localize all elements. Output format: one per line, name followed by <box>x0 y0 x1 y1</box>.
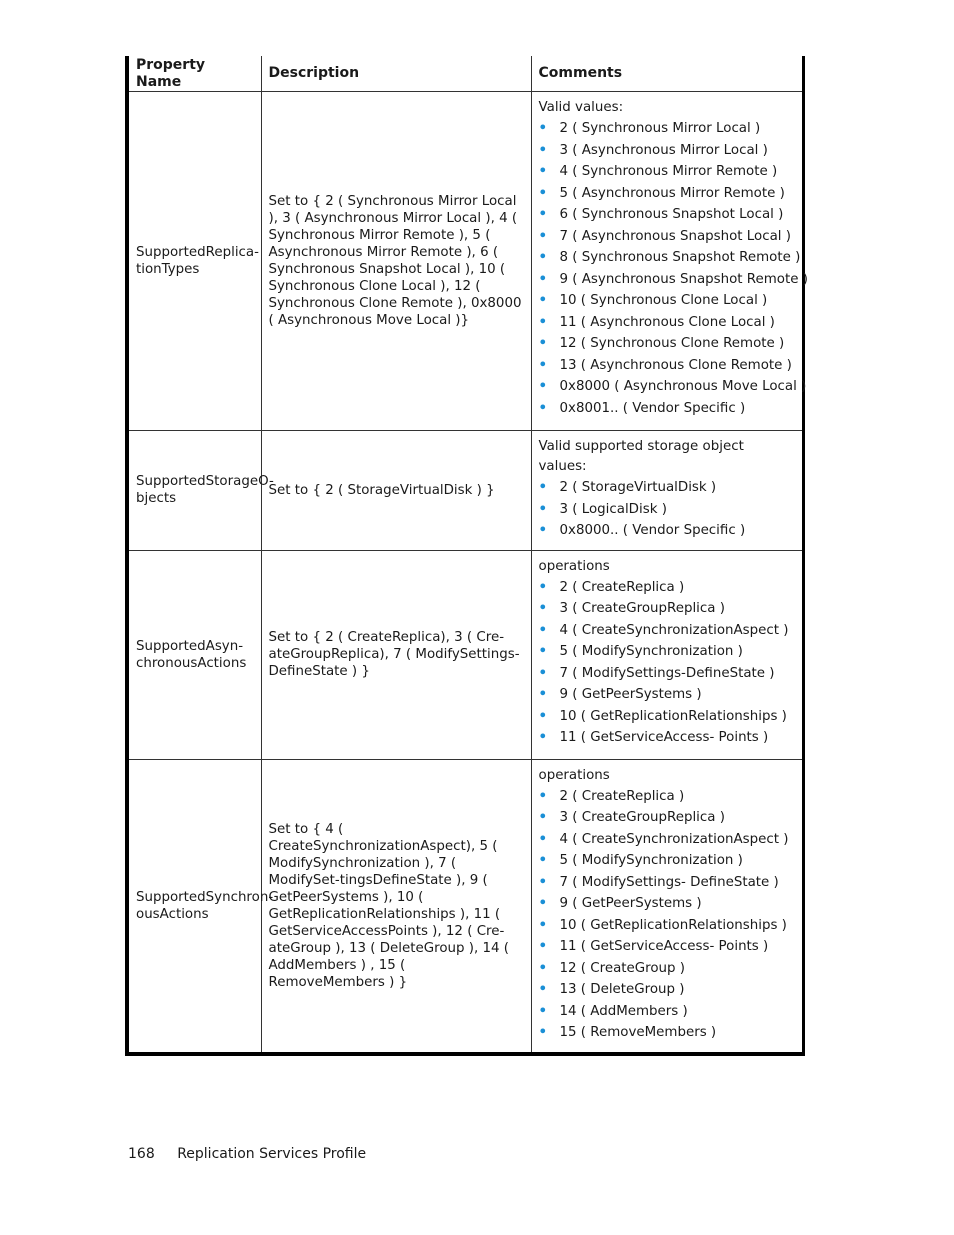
list-item-text: 13 ( DeleteGroup ) <box>559 982 685 997</box>
list-item <box>539 872 795 894</box>
list-item <box>539 958 795 980</box>
list-item-text: 0x8000 ( Asynchronous Move Local ) <box>559 379 807 394</box>
list-item-text: 2 ( CreateReplica ) <box>559 788 685 804</box>
list-item <box>539 226 795 248</box>
table-row <box>127 431 803 551</box>
bullet-icon: • <box>538 831 548 847</box>
list-item <box>539 398 795 420</box>
bullet-icon: • <box>538 379 548 394</box>
list-item <box>539 183 795 205</box>
bullet-icon: • <box>538 730 548 745</box>
list-item <box>539 663 795 685</box>
property-name-cell <box>127 92 261 431</box>
bullet-icon: • <box>538 228 548 244</box>
property-name: SupportedSynchron- ousActions <box>136 889 274 922</box>
bullet-icon: • <box>538 185 548 201</box>
property-name-cell <box>127 550 261 759</box>
bullet-icon: • <box>538 917 548 933</box>
list-item-text: 12 ( CreateGroup ) <box>559 960 686 976</box>
list-item <box>539 140 795 162</box>
header-description: Description <box>261 56 531 92</box>
value-list <box>538 118 808 419</box>
description-cell: Set to { 2 ( Synchronous Mirror Local ), 3 ( Asynchronous Mirror Local ), 4 ( Synchronous Mirror Remote ), 5 ( Asynchronous Mirror Remote ), 6 ( Synchronous Snapshot Local ), 10 ( Synchronous Clone Local ), 12 ( Synchronous Clone Remote ), 0x8000 ( Asynchronous Move Local )} <box>261 92 531 431</box>
bullet-icon: • <box>538 896 548 911</box>
list-item-text: 9 ( GetPeerSystems ) <box>559 896 702 911</box>
list-item <box>539 915 795 937</box>
bullet-icon: • <box>538 271 548 287</box>
list-item-text: 10 ( GetReplicationRelationships ) <box>559 917 787 933</box>
property-table <box>125 56 808 1056</box>
table-header-row <box>127 56 803 92</box>
list-item-text: 3 ( LogicalDisk ) <box>559 501 667 517</box>
list-item <box>539 598 795 620</box>
list-item <box>538 269 808 291</box>
bullet-icon: • <box>538 400 548 416</box>
list-item-text: 6 ( Synchronous Snapshot Local ) <box>559 207 784 222</box>
bullet-icon: • <box>538 121 548 136</box>
list-item <box>539 333 795 355</box>
list-item-text: 9 ( GetPeerSystems ) <box>559 687 702 702</box>
value-list <box>539 786 795 1044</box>
list-item-text: 4 ( Synchronous Mirror Remote ) <box>559 164 778 179</box>
description-cell: Set to { 2 ( CreateReplica), 3 ( Cre-ateGroupReplica), 7 ( ModifySettings-DefineState ) } <box>261 550 531 759</box>
bullet-icon: • <box>538 480 548 495</box>
table-row <box>127 759 803 1054</box>
list-item-text: 4 ( CreateSynchronizationAspect ) <box>559 831 789 847</box>
bullet-icon: • <box>538 810 548 825</box>
list-item-text: 0x8000.. ( Vendor Specific ) <box>559 523 746 538</box>
property-name: SupportedReplica- tionTypes <box>136 245 259 277</box>
comments-cell <box>531 92 808 431</box>
list-item <box>539 499 795 521</box>
bullet-icon: • <box>538 982 548 997</box>
list-item <box>539 641 795 663</box>
list-item <box>539 684 795 706</box>
bullet-icon: • <box>538 579 548 595</box>
table-row <box>127 92 803 431</box>
list-item-text: 2 ( StorageVirtualDisk ) <box>559 480 717 495</box>
bullet-icon: • <box>538 501 548 517</box>
bullet-icon: • <box>538 939 548 954</box>
list-item <box>539 786 795 808</box>
list-item <box>539 118 795 140</box>
list-item-text: 5 ( ModifySynchronization ) <box>559 644 743 659</box>
comments-intro: Valid supported storage object values: <box>538 439 744 474</box>
list-item <box>539 706 795 728</box>
list-item <box>539 477 795 499</box>
list-item <box>539 312 795 334</box>
list-item <box>539 1001 795 1023</box>
list-item <box>539 620 795 642</box>
bullet-icon: • <box>538 601 548 616</box>
list-item-text: 8 ( Synchronous Snapshot Remote ) <box>559 250 801 265</box>
list-item <box>539 979 795 1001</box>
bullet-icon: • <box>538 687 548 702</box>
list-item <box>539 1022 795 1044</box>
table-row <box>127 550 803 759</box>
bullet-icon: • <box>538 164 548 179</box>
list-item <box>539 936 795 958</box>
value-list <box>539 577 795 749</box>
bullet-icon: • <box>538 336 548 351</box>
list-item <box>539 204 795 226</box>
list-item <box>539 355 795 377</box>
list-item-text: 11 ( GetServiceAccess- Points ) <box>559 730 769 745</box>
description-cell: Set to { 4 ( CreateSynchronizationAspect), 5 ( ModifySynchronization ), 7 ( ModifySet-tingsDefineState ), 9 ( GetPeerSystems ), 10 ( GetReplicationRelationships ), 11 ( GetServiceAccessPoints ), 12 ( Cre-ateGroup ), 13 ( DeleteGroup ), 14 ( AddMembers ) , 15 ( RemoveMembers ) } <box>261 759 531 1054</box>
bullet-icon: • <box>538 293 548 308</box>
bullet-icon: • <box>538 1003 548 1019</box>
list-item <box>539 577 795 599</box>
comments-cell <box>531 759 803 1054</box>
bullet-icon: • <box>538 960 548 976</box>
list-item <box>539 290 795 312</box>
page-number: 168 <box>128 1146 155 1162</box>
list-item-text: 7 ( Asynchronous Snapshot Local ) <box>559 228 791 244</box>
bullet-icon: • <box>538 1025 548 1040</box>
bullet-icon: • <box>538 644 548 659</box>
list-item-text: 11 ( GetServiceAccess- Points ) <box>559 939 769 954</box>
list-item <box>539 850 795 872</box>
bullet-icon: • <box>538 874 548 890</box>
list-item <box>539 807 795 829</box>
list-item-text: 2 ( CreateReplica ) <box>559 579 685 595</box>
list-item-text: 5 ( ModifySynchronization ) <box>559 853 743 868</box>
property-name: SupportedStorageO- bjects <box>136 474 274 507</box>
bullet-icon: • <box>538 250 548 265</box>
list-item-text: 5 ( Asynchronous Mirror Remote ) <box>559 185 785 201</box>
list-item-text: 0x8001.. ( Vendor Specific ) <box>559 400 746 416</box>
list-item-text: 3 ( CreateGroupReplica ) <box>559 601 725 616</box>
list-item-text: 3 ( CreateGroupReplica ) <box>559 810 725 825</box>
bullet-icon: • <box>538 207 548 222</box>
property-name: SupportedAsyn- chronousActions <box>136 638 247 671</box>
bullet-icon: • <box>538 622 548 638</box>
list-item <box>539 727 795 749</box>
bullet-icon: • <box>538 357 548 373</box>
list-item-text: 10 ( Synchronous Clone Local ) <box>559 293 768 308</box>
list-item-text: 14 ( AddMembers ) <box>559 1003 688 1019</box>
description-cell: Set to { 2 ( StorageVirtualDisk ) } <box>261 431 531 551</box>
bullet-icon: • <box>538 665 548 681</box>
list-item <box>538 376 807 398</box>
list-item-text: 2 ( Synchronous Mirror Local ) <box>559 121 761 136</box>
property-name-cell <box>127 431 274 551</box>
list-item-text: 15 ( RemoveMembers ) <box>559 1025 717 1040</box>
value-list <box>539 477 795 542</box>
list-item <box>539 520 795 542</box>
bullet-icon: • <box>538 314 548 330</box>
list-item-text: 10 ( GetReplicationRelationships ) <box>559 708 787 724</box>
list-item <box>538 247 801 269</box>
header-comments: Comments <box>531 56 803 92</box>
comments-cell <box>531 550 803 759</box>
list-item-text: 13 ( Asynchronous Clone Remote ) <box>559 357 792 373</box>
list-item-text: 3 ( Asynchronous Mirror Local ) <box>559 142 768 158</box>
list-item <box>539 161 795 183</box>
list-item-text: 4 ( CreateSynchronizationAspect ) <box>559 622 789 638</box>
comments-intro: operations <box>538 558 610 574</box>
comments-intro: Valid values: <box>538 100 624 115</box>
comments-intro: operations <box>538 767 610 783</box>
page-footer <box>128 1145 366 1163</box>
list-item-text: 11 ( Asynchronous Clone Local ) <box>559 314 775 330</box>
list-item <box>539 829 795 851</box>
list-item-text: 7 ( ModifySettings-DefineState ) <box>559 665 775 681</box>
bullet-icon: • <box>538 523 548 538</box>
comments-cell <box>531 431 803 551</box>
bullet-icon: • <box>538 853 548 868</box>
list-item-text: 7 ( ModifySettings- DefineState ) <box>559 874 779 890</box>
header-property-name: Property Name <box>127 56 261 92</box>
list-item-text: 12 ( Synchronous Clone Remote ) <box>559 336 785 351</box>
list-item-text: 9 ( Asynchronous Snapshot Remote ) <box>559 271 808 287</box>
section-title: Replication Services Profile <box>177 1146 367 1162</box>
list-item <box>539 893 795 915</box>
bullet-icon: • <box>538 708 548 724</box>
property-name-cell <box>127 759 274 1054</box>
bullet-icon: • <box>538 142 548 158</box>
bullet-icon: • <box>538 788 548 804</box>
